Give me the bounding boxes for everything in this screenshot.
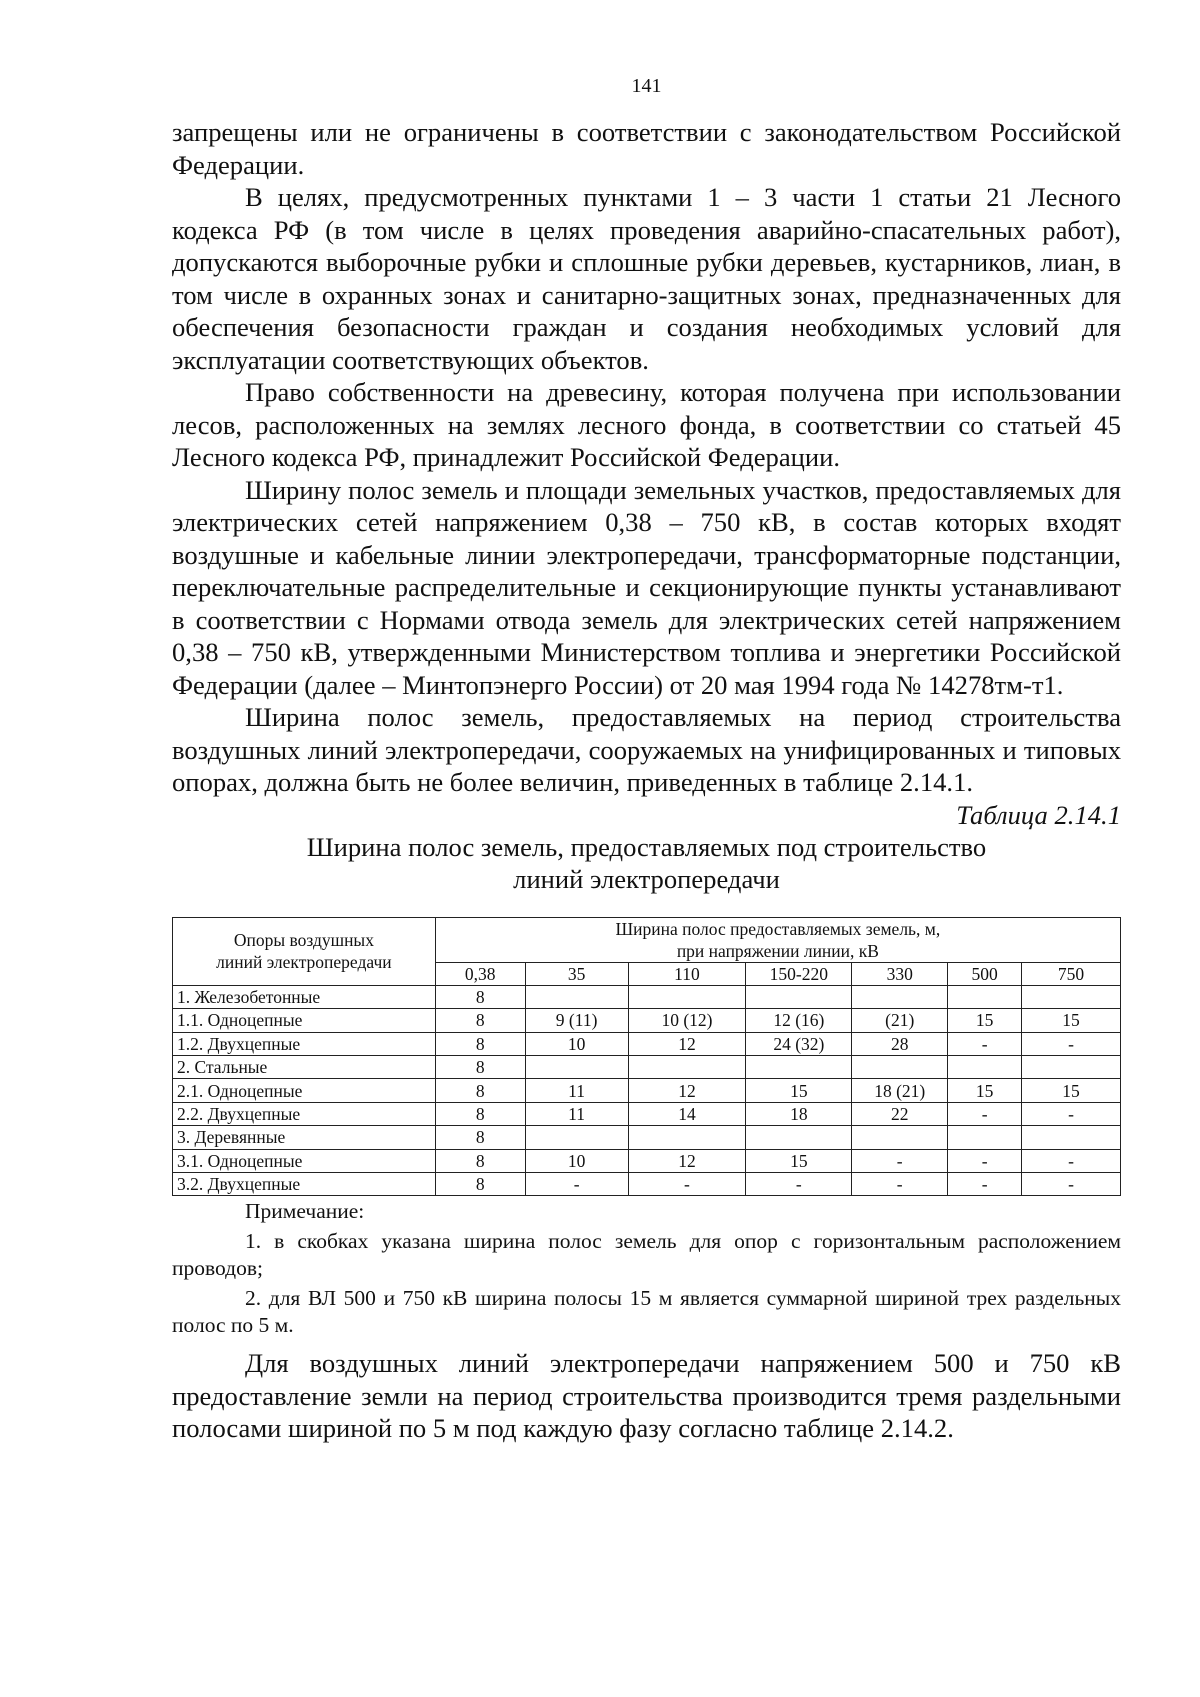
table-cell: - <box>852 1173 948 1196</box>
voltage-header: 500 <box>948 962 1022 985</box>
body-text <box>172 116 1121 1445</box>
row-label: 3. Деревянные <box>173 1126 436 1149</box>
table-cell <box>1022 1056 1121 1079</box>
table-cell: - <box>948 1173 1022 1196</box>
table-row <box>173 1102 1121 1125</box>
table-cell: 10 <box>525 1149 628 1172</box>
voltage-header: 750 <box>1022 962 1121 985</box>
table-cell <box>746 985 852 1008</box>
table-row <box>173 1056 1121 1079</box>
row-label: 1.1. Одноцепные <box>173 1009 436 1032</box>
support-header-line-2: линий электропередачи <box>216 952 392 973</box>
table-cell: - <box>1022 1102 1121 1125</box>
table-cell: 15 <box>746 1079 852 1102</box>
table-cell <box>1022 985 1121 1008</box>
table-cell: - <box>948 1149 1022 1172</box>
table-cell: 11 <box>525 1102 628 1125</box>
table-cell <box>852 1126 948 1149</box>
table-cell: 8 <box>435 1173 525 1196</box>
support-type-header <box>173 917 436 985</box>
table-cell: 8 <box>435 1079 525 1102</box>
table-cell <box>525 1126 628 1149</box>
strip-width-header <box>435 917 1120 962</box>
table-cell <box>1022 1126 1121 1149</box>
page-number: 141 <box>631 75 662 97</box>
table-cell: 18 (21) <box>852 1079 948 1102</box>
table-cell: 8 <box>435 1126 525 1149</box>
table-cell: 12 <box>628 1149 746 1172</box>
table-row <box>173 1126 1121 1149</box>
width-header-line-2: при напряжении линии, кВ <box>676 940 879 961</box>
paragraph-land-strips-norms: Ширину полос земель и площади земельных участков, предоставляемых для электрических сетей напряжением 0,38 – 750 кВ, в состав которых входят воздушные и кабельные линии электропередачи, трансформаторные подстанции, переключательные распределительные и секционирующие пункты устанавливают в соответствии с Нормами отвода земель для электрических сетей напряжением 0,38 – 750 кВ, утвержденными Министерством топлива и энергетики Российской Федерации (далее – Минтопэнерго России) от 20 мая 1994 года № 14278тм-т1. <box>172 474 1121 700</box>
row-label: 2. Стальные <box>173 1056 436 1079</box>
table-cell: 15 <box>1022 1079 1121 1102</box>
land-strip-width-table <box>172 917 1121 1197</box>
table-cell: - <box>525 1173 628 1196</box>
voltage-header: 330 <box>852 962 948 985</box>
row-label: 1. Железобетонные <box>173 985 436 1008</box>
notes-block <box>172 1198 1121 1339</box>
table-cell: 15 <box>948 1009 1022 1032</box>
table-row <box>173 1173 1121 1196</box>
table-cell: 15 <box>1022 1009 1121 1032</box>
table-cell <box>852 1056 948 1079</box>
table-cell: - <box>948 1102 1022 1125</box>
table-cell: 8 <box>435 1102 525 1125</box>
table-cell: 10 <box>525 1032 628 1055</box>
table-cell <box>628 1056 746 1079</box>
table-row <box>173 1079 1121 1102</box>
table-cell <box>852 985 948 1008</box>
table-cell: 8 <box>435 1056 525 1079</box>
table-caption-line-1: Ширина полос земель, предоставляемых под строительство <box>306 831 987 862</box>
table-cell <box>628 1126 746 1149</box>
table-cell: - <box>948 1032 1022 1055</box>
paragraph-continuation: запрещены или не ограничены в соответствии с законодательством Российской Федерации. <box>172 117 1121 180</box>
table-cell: 10 (12) <box>628 1009 746 1032</box>
table-cell <box>948 1126 1022 1149</box>
paragraph-strip-width: Ширина полос земель, предоставляемых на период строительства воздушных линий электропередачи, сооружаемых на унифицированных и типовых опорах, должна быть не более величин, приведенных в таблице 2.14.1. <box>172 702 1121 797</box>
table-cell: 12 <box>628 1079 746 1102</box>
table-cell: 8 <box>435 1149 525 1172</box>
row-label: 2.1. Одноцепные <box>173 1079 436 1102</box>
table-cell: 24 (32) <box>746 1032 852 1055</box>
voltage-header: 110 <box>628 962 746 985</box>
paragraph-forest-cutting: В целях, предусмотренных пунктами 1 – 3 части 1 статьи 21 Лесного кодекса РФ (в том числе в целях проведения аварийно-спасательных работ), допускаются выборочные рубки и сплошные рубки деревьев, кустарников, лиан, в том числе в охранных зонах и санитарно-защитных зонах, предназначенных для обеспечения безопасности граждан и создания необходимых условий для эксплуатации соответствующих объектов. <box>172 182 1121 375</box>
notes-title: Примечание: <box>245 1199 365 1224</box>
table-cell: - <box>852 1149 948 1172</box>
note-item: 2. для ВЛ 500 и 750 кВ ширина полосы 15 м является суммарной шириной трех раздельных полос по 5 м. <box>172 1286 1121 1338</box>
table-cell: 8 <box>435 1009 525 1032</box>
table-cell: - <box>628 1173 746 1196</box>
table-cell: - <box>1022 1032 1121 1055</box>
table-cell <box>948 985 1022 1008</box>
table-cell: 28 <box>852 1032 948 1055</box>
table-cell <box>628 985 746 1008</box>
table-cell: - <box>1022 1149 1121 1172</box>
table-cell: 12 <box>628 1032 746 1055</box>
table-cell <box>525 985 628 1008</box>
table-cell: 8 <box>435 985 525 1008</box>
table-body <box>173 985 1121 1196</box>
table-caption-line-2: линий электропередачи <box>513 863 780 894</box>
row-label: 2.2. Двухцепные <box>173 1102 436 1125</box>
row-label: 3.1. Одноцепные <box>173 1149 436 1172</box>
table-row <box>173 1149 1121 1172</box>
voltage-header: 35 <box>525 962 628 985</box>
table-cell: 15 <box>746 1149 852 1172</box>
table-cell: (21) <box>852 1009 948 1032</box>
table-cell <box>746 1126 852 1149</box>
table-row <box>173 1009 1121 1032</box>
paragraph-wood-ownership: Право собственности на древесину, которая получена при использовании лесов, расположенных на землях лесного фонда, в соответствии со статьей 45 Лесного кодекса РФ, принадлежит Российской Федерации. <box>172 377 1121 472</box>
paragraph-500-750-kv: Для воздушных линий электропередачи напряжением 500 и 750 кВ предоставление земли на период строительства производится тремя раздельными полосами шириной по 5 м под каждую фазу согласно таблице 2.14.2. <box>172 1348 1121 1444</box>
table-cell <box>948 1056 1022 1079</box>
row-label: 1.2. Двухцепные <box>173 1032 436 1055</box>
table-cell: 18 <box>746 1102 852 1125</box>
width-header-line-1: Ширина полос предоставляемых земель, м, <box>615 918 941 939</box>
row-label: 3.2. Двухцепные <box>173 1173 436 1196</box>
table-cell: - <box>1022 1173 1121 1196</box>
note-item: 1. в скобках указана ширина полос земель для опор с горизонтальным расположением проводов; <box>172 1229 1121 1281</box>
support-header-line-1: Опоры воздушных <box>233 930 374 951</box>
table-cell: 15 <box>948 1079 1022 1102</box>
table-row <box>173 985 1121 1008</box>
table-label: Таблица 2.14.1 <box>956 799 1121 830</box>
voltage-header: 0,38 <box>435 962 525 985</box>
table-cell <box>746 1056 852 1079</box>
table-cell: 22 <box>852 1102 948 1125</box>
table-row <box>173 1032 1121 1055</box>
table-cell <box>525 1056 628 1079</box>
table-caption <box>172 831 1121 895</box>
table-cell: 8 <box>435 1032 525 1055</box>
voltage-header: 150-220 <box>746 962 852 985</box>
table-cell: 11 <box>525 1079 628 1102</box>
table-cell: 14 <box>628 1102 746 1125</box>
table-cell: - <box>746 1173 852 1196</box>
table-cell: 9 (11) <box>525 1009 628 1032</box>
table-cell: 12 (16) <box>746 1009 852 1032</box>
